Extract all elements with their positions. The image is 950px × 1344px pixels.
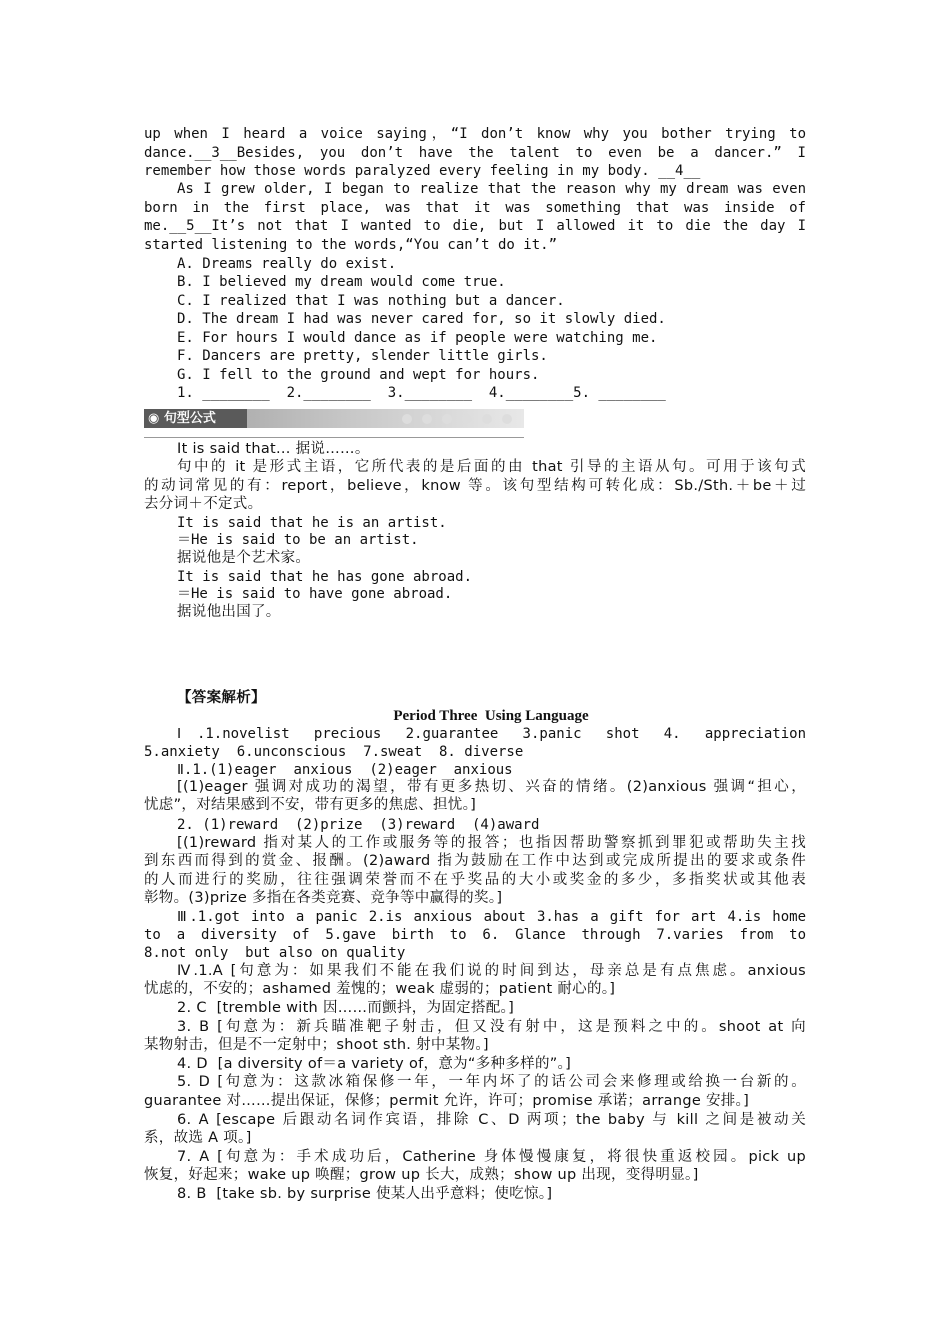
answer-line: 5. D [句意为：这款冰箱保修一年，一年内坏了的话公司会来修理或给换一台新的。	[177, 1074, 806, 1090]
passage-line: As I grew older, I began to realize that the reason why my dream was even	[177, 181, 806, 197]
answer-line: guarantee 对……提出保证，保修；permit 允许，许可；promise 承诺；arrange 安排。]	[144, 1093, 750, 1109]
section-title: ◉ 句型公式	[144, 409, 247, 428]
option-c: C. I realized that I was nothing but a dancer.	[177, 293, 565, 309]
answer-line: Ⅰ.1.novelist precious 2.guarantee 3.panic shot 4. appreciation	[177, 726, 806, 742]
formula-line: It is said that... 据说……。	[177, 441, 370, 457]
option-f: F. Dancers are pretty, slender little girls.	[177, 348, 548, 364]
decor-dot	[422, 414, 432, 424]
answer-line: 8.not only but also on quality	[144, 945, 406, 961]
answer-line: Ⅲ.1.got into a panic 2.is anxious about 3.has a gift for art 4.is home	[177, 909, 806, 925]
option-b: B. I believed my dream would come true.	[177, 274, 506, 290]
option-e: E. For hours I would dance as if people were watching me.	[177, 330, 658, 346]
answer-line: 5.anxiety 6.unconscious 7.sweat 8. diverse	[144, 744, 524, 760]
answer-line: 6. A [escape 后跟动名词作宾语，排除 C、D 两项；the baby 与 kill 之间是被动关	[177, 1112, 806, 1128]
answer-line: 到东西而得到的赏金、报酬。(2)award 指为鼓励在工作中达到或完成所提出的要求或条件	[144, 853, 806, 869]
passage-line: up when I heard a voice saying，“I don’t know why you bother trying to	[144, 126, 806, 142]
decor-dot	[502, 414, 512, 424]
formula-line: 去分词＋不定式。	[144, 496, 263, 512]
option-d: D. The dream I had was never cared for, so it slowly died.	[177, 311, 666, 327]
passage-line: dance.__3__Besides, you don’t have the talent to even be a dancer.” I	[144, 145, 806, 161]
formula-line: It is said that he is an artist.	[177, 515, 447, 531]
formula-line: 据说他出国了。	[177, 604, 281, 620]
answer-line: 忧虑”，对结果感到不安，带有更多的焦虑、担忧。]	[144, 797, 477, 813]
decor-dot	[402, 414, 412, 424]
answer-line: 2. (1)reward (2)prize (3)reward (4)award	[177, 817, 540, 833]
answers-header: 【答案解析】	[177, 690, 266, 706]
answer-line: 某物射击，但是不一定射中；shoot sth. 射中某物。]	[144, 1037, 489, 1053]
answer-line: Ⅳ.1.A [句意为：如果我们不能在我们说的时间到达，母亲总是有点焦虑。anxious	[177, 963, 806, 979]
answer-line: Ⅱ.1.(1)eager anxious (2)eager anxious	[177, 762, 513, 778]
passage-line: started listening to the words,“You can’t do it.”	[144, 237, 558, 253]
option-g: G. I fell to the ground and wept for hours.	[177, 367, 540, 383]
answer-line: 2. C [tremble with 因……而颤抖，为固定搭配。]	[177, 1000, 515, 1016]
answer-line: to a diversity of 5.gave birth to 6. Glance through 7.varies from to	[144, 927, 806, 943]
decor-dot	[462, 414, 472, 424]
answer-line: 7. A [句意为：手术成功后，Catherine 身体慢慢康复，将很快重返校园。pick up	[177, 1149, 806, 1165]
answer-blanks: 1. ________ 2.________ 3.________ 4.________5. ________	[177, 385, 666, 401]
answer-line: 系，故选 A 项。]	[144, 1130, 252, 1146]
passage-line: remember how those words paralyzed every feeling in my body. __4__	[144, 163, 701, 179]
section-banner	[144, 409, 524, 428]
formula-line: It is said that he has gone abroad.	[177, 569, 473, 585]
formula-line: 的动词常见的有：report，believe，know 等。该句型结构可转化成：Sb./Sth.＋be＋过	[144, 478, 806, 494]
answer-line: 3. B [句意为：新兵瞄准靶子射击，但又没有射中，这是预料之中的。shoot at 向	[177, 1019, 806, 1035]
answer-line: 恢复，好起来；wake up 唤醒；grow up 长大，成熟；show up 出现，变得明显。]	[144, 1167, 699, 1183]
option-a: A. Dreams really do exist.	[177, 256, 397, 272]
formula-line: 句中的 it 是形式主语，它所代表的是后面的由 that 引导的主语从句。可用于该句式	[177, 459, 806, 475]
period-title: Period Three Using Language	[393, 708, 589, 724]
answer-line: 的人而进行的奖励，往往强调荣誉而不在乎奖品的大小或奖金的多少，多指奖状或其他表	[144, 872, 806, 888]
formula-line: 据说他是个艺术家。	[177, 550, 311, 566]
answer-line: 彰物。(3)prize 多指在各类竞赛、竞争等中赢得的奖。]	[144, 890, 503, 906]
formula-line: ＝He is said to have gone abroad.	[177, 586, 453, 602]
passage-line: born in the first place, was that it was something that was inside of	[144, 200, 806, 216]
answer-line: [(1)reward 指对某人的工作或服务等的报答；也指因帮助警察抓到罪犯或帮助失主找	[177, 835, 806, 851]
answer-line: 忧虑的，不安的；ashamed 羞愧的；weak 虚弱的；patient 耐心的。]	[144, 981, 616, 997]
passage-line: me.__5__It’s not that I wanted to die, but I allowed it to die the day I	[144, 218, 806, 234]
answer-line: [(1)eager 强调对成功的渴望，带有更多热切、兴奋的情绪。(2)anxious 强调“担心，	[177, 779, 806, 795]
answer-line: 4. D [a diversity of＝a variety of，意为“多种多样的”。]	[177, 1056, 572, 1072]
banner-underline	[144, 437, 524, 438]
decor-dot	[442, 414, 452, 424]
answer-line: 8. B [take sb. by surprise 使某人出乎意料；使吃惊。]	[177, 1186, 553, 1202]
formula-line: ＝He is said to be an artist.	[177, 532, 419, 548]
decor-dot	[482, 414, 492, 424]
